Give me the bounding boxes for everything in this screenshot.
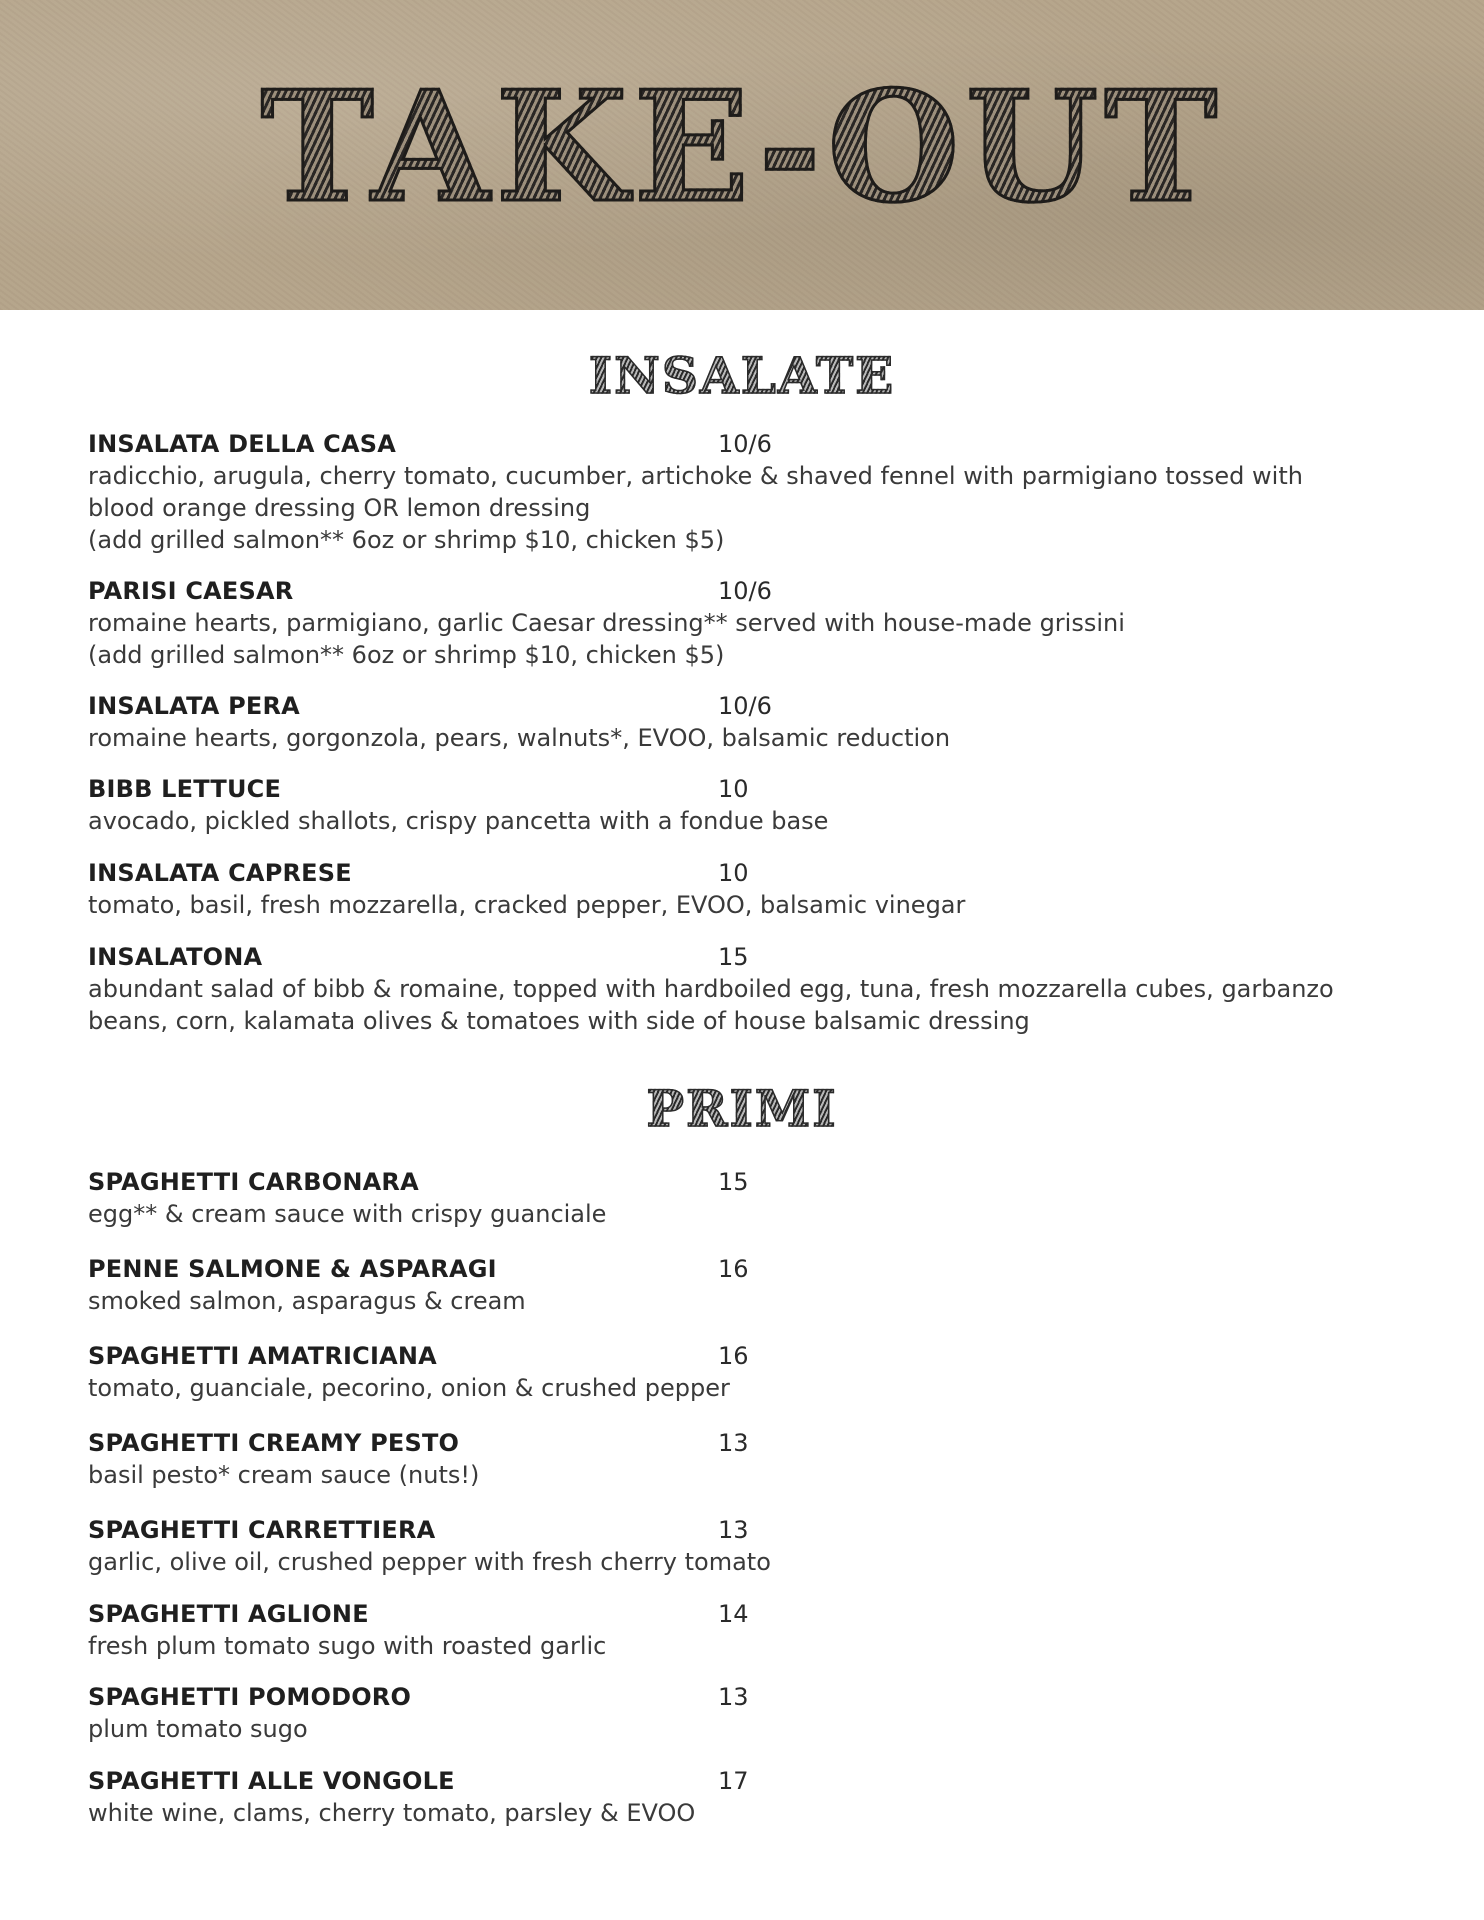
item-name: PARISI CAESAR	[88, 577, 294, 605]
item-price: 14	[718, 1600, 749, 1628]
item-price: 10	[718, 775, 749, 803]
item-name: SPAGHETTI CREAMY PESTO	[88, 1429, 460, 1457]
menu-item	[88, 1253, 1408, 1317]
menu-item	[88, 1681, 1408, 1745]
menu-item	[88, 857, 1408, 921]
header-banner	[0, 0, 1484, 310]
menu-item	[88, 1166, 1408, 1230]
item-price: 15	[718, 943, 749, 971]
item-description: romaine hearts, gorgonzola, pears, walnuts*, EVOO, balsamic reduction	[88, 724, 951, 752]
item-price: 15	[718, 1168, 749, 1196]
menu-item	[88, 1340, 1408, 1404]
menu-item	[88, 428, 1408, 556]
item-description: fresh plum tomato sugo with roasted garlic	[88, 1632, 607, 1660]
menu-item	[88, 1765, 1408, 1829]
menu-item	[88, 1514, 1408, 1578]
item-name: INSALATA PERA	[88, 692, 300, 720]
item-price: 10/6	[718, 430, 772, 458]
item-description: abundant salad of bibb & romaine, topped with hardboiled egg, tuna, fresh mozzarella cubes, garbanzo beans, corn, kalamata olives & tomatoes with side of house balsamic dressing	[88, 975, 1334, 1035]
menu-item	[88, 941, 1408, 1037]
item-description: tomato, basil, fresh mozzarella, cracked pepper, EVOO, balsamic vinegar	[88, 891, 966, 919]
item-name: INSALATONA	[88, 943, 263, 971]
item-price: 10/6	[718, 692, 772, 720]
item-price: 16	[718, 1342, 749, 1370]
menu-item	[88, 1427, 1408, 1491]
item-description: smoked salmon, asparagus & cream	[88, 1287, 526, 1315]
item-name: SPAGHETTI CARBONARA	[88, 1168, 419, 1196]
section-heading-insalate: INSALATE	[0, 348, 1484, 404]
item-price: 10	[718, 859, 749, 887]
item-description: basil pesto* cream sauce (nuts!)	[88, 1461, 480, 1489]
item-name: BIBB LETTUCE	[88, 775, 282, 803]
item-description: tomato, guanciale, pecorino, onion & crushed pepper	[88, 1374, 730, 1402]
menu-item	[88, 1598, 1408, 1662]
item-name: SPAGHETTI AMATRICIANA	[88, 1342, 437, 1370]
item-name: SPAGHETTI ALLE VONGOLE	[88, 1767, 455, 1795]
item-price: 13	[718, 1429, 749, 1457]
item-price: 13	[718, 1683, 749, 1711]
item-name: INSALATA CAPRESE	[88, 859, 352, 887]
item-name: SPAGHETTI AGLIONE	[88, 1600, 369, 1628]
item-description: white wine, clams, cherry tomato, parsley & EVOO	[88, 1799, 696, 1827]
item-name: SPAGHETTI POMODORO	[88, 1683, 412, 1711]
item-name: PENNE SALMONE & ASPARAGI	[88, 1255, 497, 1283]
item-description: avocado, pickled shallots, crispy pancetta with a fondue base	[88, 807, 829, 835]
item-price: 16	[718, 1255, 749, 1283]
item-price: 10/6	[718, 577, 772, 605]
item-price: 17	[718, 1767, 749, 1795]
item-price: 13	[718, 1516, 749, 1544]
item-description: egg** & cream sauce with crispy guanciale	[88, 1200, 607, 1228]
item-description: garlic, olive oil, crushed pepper with fresh cherry tomato	[88, 1548, 771, 1576]
section-heading-primi: PRIMI	[0, 1081, 1484, 1137]
item-description: romaine hearts, parmigiano, garlic Caesar dressing** served with house-made grissini (add grilled salmon** 6oz or shrimp $10, chicken $5)	[88, 609, 1125, 669]
menu-item	[88, 690, 1408, 754]
page-title: TAKE-OUT	[0, 62, 1484, 232]
item-description: plum tomato sugo	[88, 1715, 308, 1743]
item-name: INSALATA DELLA CASA	[88, 430, 396, 458]
item-description: radicchio, arugula, cherry tomato, cucumber, artichoke & shaved fennel with parmigiano tossed with blood orange dressing OR lemon dressing (add grilled salmon** 6oz or shrimp $10, chicken $5)	[88, 462, 1303, 554]
item-name: SPAGHETTI CARRETTIERA	[88, 1516, 436, 1544]
menu-item	[88, 575, 1408, 671]
menu-item	[88, 773, 1408, 837]
